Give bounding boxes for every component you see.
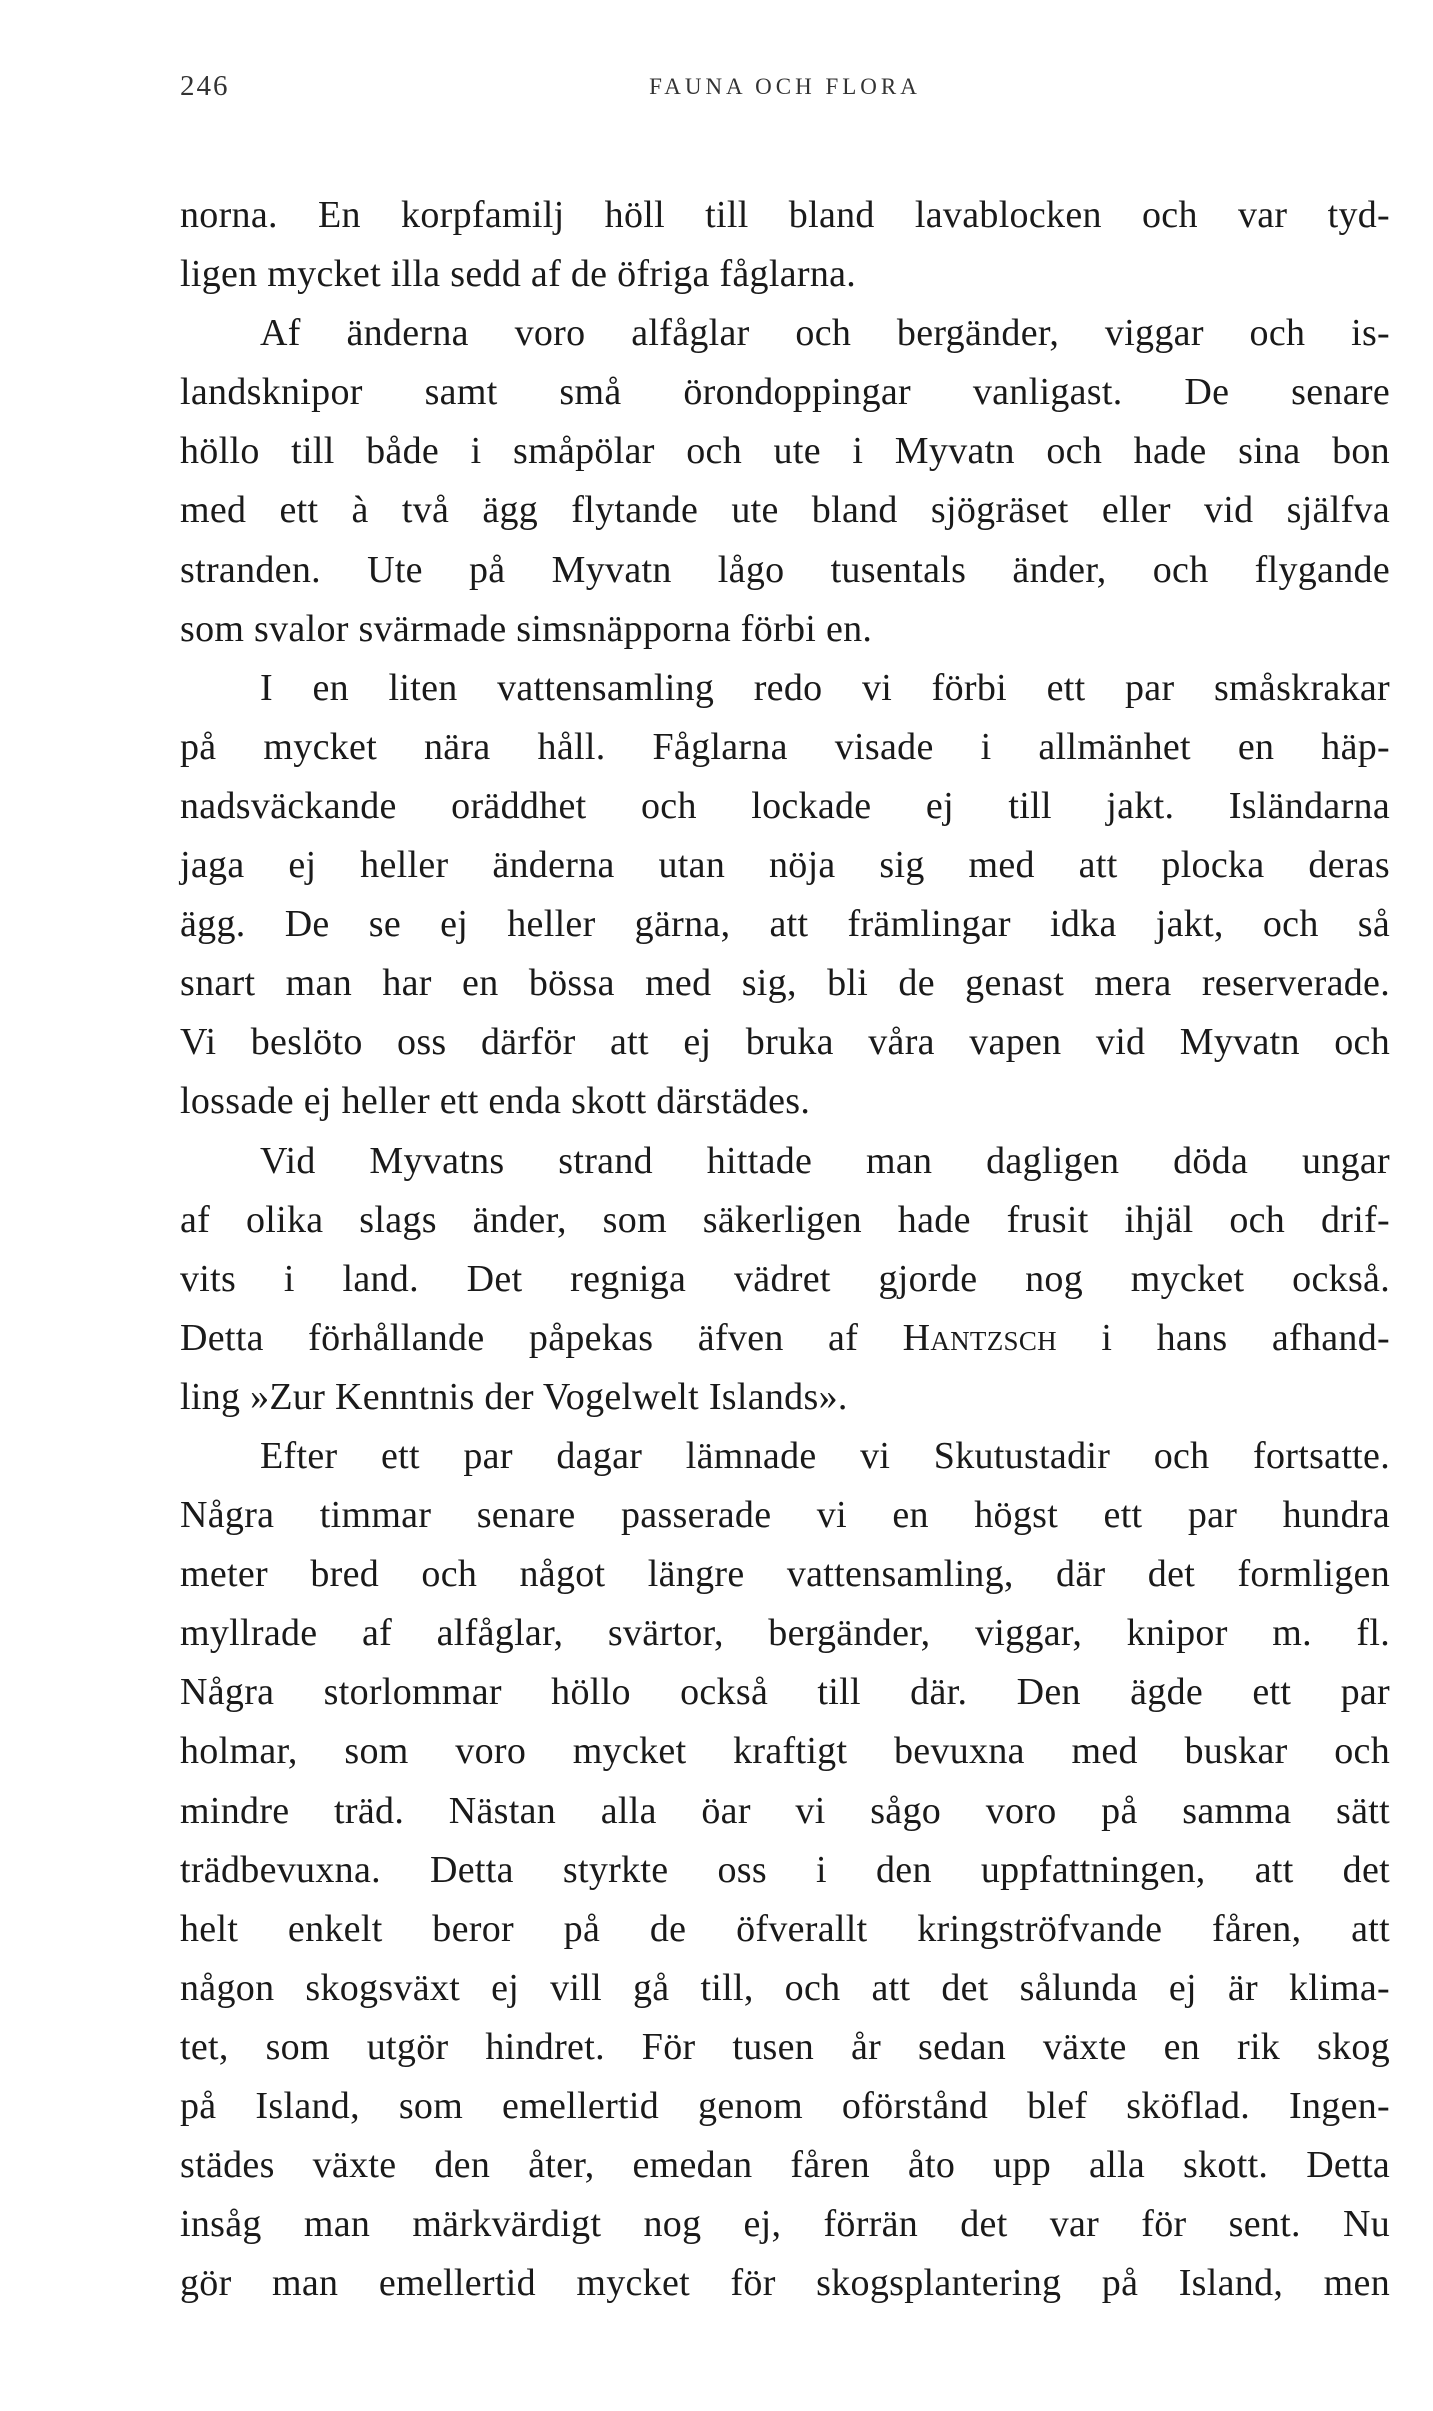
page-number: 246 bbox=[180, 70, 230, 102]
text-line: vits i land. Det regniga vädret gjorde nog mycket också. bbox=[180, 1257, 1390, 1300]
text-line: lossade ej heller ett enda skott därstädes. bbox=[180, 1080, 811, 1123]
text-line: nadsväckande oräddhet och lockade ej till jakt. Isländarna bbox=[180, 784, 1390, 827]
book-page bbox=[180, 60, 1390, 2380]
text-line: snart man har en bössa med sig, bli de genast mera reserverade. bbox=[180, 962, 1390, 1005]
text-line: landsknipor samt små örondoppingar vanligast. De senare bbox=[180, 371, 1390, 414]
text-line: insåg man märkvärdigt nog ej, förrän det var för sent. Nu bbox=[180, 2203, 1390, 2246]
text-line: på Island, som emellertid genom oförstånd blef sköflad. Ingen- bbox=[180, 2085, 1390, 2127]
text-line: städes växte den åter, emedan fåren åto upp alla skott. Detta bbox=[180, 2144, 1390, 2187]
text-line: ägg. De se ej heller gärna, att främlingar idka jakt, och så bbox=[180, 903, 1390, 946]
author-name: Hantzsch bbox=[902, 1316, 1057, 1359]
text-line: holmar, som voro mycket kraftigt bevuxna med buskar och bbox=[180, 1730, 1390, 1773]
text-line: Efter ett par dagar lämnade vi Skutustadir och fortsatte. bbox=[260, 1434, 1390, 1477]
text-line: med ett à två ägg flytande ute bland sjögräset eller vid själfva bbox=[180, 489, 1390, 532]
text-line: Af änderna voro alfåglar och bergänder, viggar och is- bbox=[260, 312, 1390, 355]
text-line: någon skogsväxt ej vill gå till, och att det sålunda ej är klima- bbox=[180, 1966, 1390, 2009]
text-line: Några timmar senare passerade vi en högst ett par hundra bbox=[180, 1494, 1390, 1537]
text-line: ligen mycket illa sedd af de öfriga fåglarna. bbox=[180, 253, 857, 296]
page-header bbox=[180, 60, 1390, 120]
text-line: som svalor svärmade simsnäpporna förbi en. bbox=[180, 607, 873, 650]
text-line: Vid Myvatns strand hittade man dagligen döda ungar bbox=[260, 1139, 1390, 1182]
paragraph bbox=[180, 1132, 1390, 1427]
paragraph bbox=[180, 659, 1390, 1132]
paragraph bbox=[180, 304, 1390, 659]
paragraph bbox=[180, 1427, 1390, 2313]
text-line: höllo till både i småpölar och ute i Myvatn och hade sina bon bbox=[180, 430, 1390, 473]
text-line: meter bred och något längre vattensamling, där det formligen bbox=[180, 1553, 1390, 1596]
text-line: af olika slags änder, som säkerligen hade frusit ihjäl och drif- bbox=[180, 1198, 1390, 1241]
text-line: Några storlommar höllo också till där. Den ägde ett par bbox=[180, 1671, 1390, 1714]
text-line: på mycket nära håll. Fåglarna visade i allmänhet en häp- bbox=[180, 725, 1390, 768]
text-line: myllrade af alfåglar, svärtor, bergänder, viggar, knipor m. fl. bbox=[180, 1612, 1390, 1655]
running-head: FAUNA OCH FLORA bbox=[649, 74, 921, 99]
text-line: norna. En korpfamilj höll till bland lavablocken och var tyd- bbox=[180, 194, 1390, 236]
text-line: jaga ej heller änderna utan nöja sig med att plocka deras bbox=[180, 844, 1390, 887]
text-line: helt enkelt beror på de öfverallt kringströfvande fåren, att bbox=[180, 1907, 1390, 1950]
text-line bbox=[180, 1309, 1390, 1368]
body-text bbox=[180, 186, 1390, 2313]
text-line: I en liten vattensamling redo vi förbi ett par småskrakar bbox=[260, 666, 1390, 709]
text-line: ling »Zur Kenntnis der Vogelwelt Islands». bbox=[180, 1375, 848, 1418]
text-line: tet, som utgör hindret. För tusen år sedan växte en rik skog bbox=[180, 2025, 1390, 2068]
paragraph bbox=[180, 186, 1390, 304]
text-line: Vi beslöto oss därför att ej bruka våra vapen vid Myvatn och bbox=[180, 1021, 1390, 1064]
text-line: trädbevuxna. Detta styrkte oss i den uppfattningen, att det bbox=[180, 1848, 1390, 1891]
text-line-start: Detta förhållande påpekas äfven af bbox=[180, 1316, 859, 1359]
text-line: gör man emellertid mycket för skogsplantering på Island, men bbox=[180, 2262, 1390, 2305]
text-line-end: i hans afhand- bbox=[1056, 1316, 1390, 1359]
text-line: stranden. Ute på Myvatn lågo tusentals änder, och flygande bbox=[180, 548, 1390, 591]
text-line: mindre träd. Nästan alla öar vi sågo voro på samma sätt bbox=[180, 1789, 1390, 1832]
